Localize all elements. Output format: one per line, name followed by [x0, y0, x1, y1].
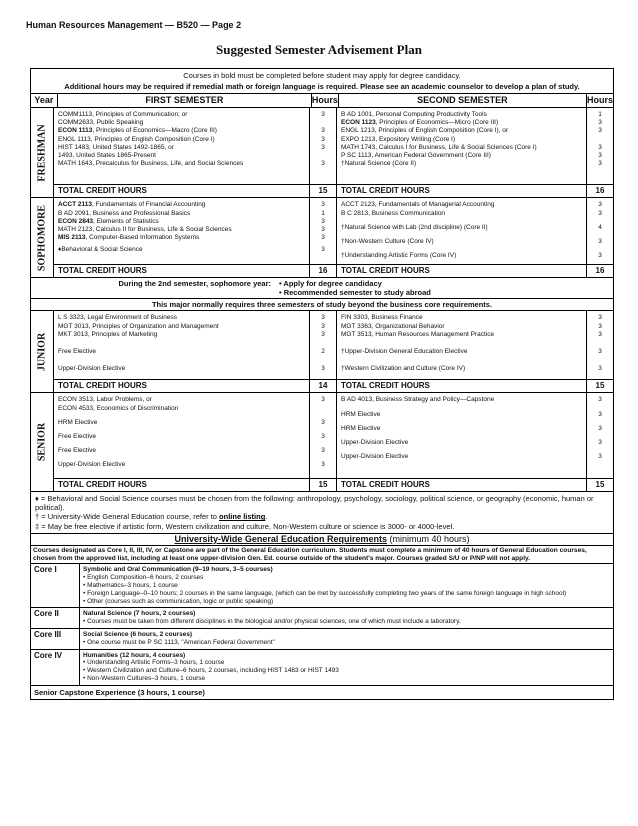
- course-list: [337, 198, 586, 264]
- hours-list: [309, 108, 337, 184]
- year-label: [31, 108, 54, 197]
- total-credit-row: [54, 184, 613, 197]
- course-hours: 3: [321, 226, 325, 234]
- course-hours: 3: [598, 453, 602, 461]
- course-line: Free Elective: [58, 433, 96, 441]
- course-line: ECON 4533, Economics of Discrimination: [58, 404, 179, 412]
- course-hours: 3: [321, 447, 325, 455]
- total-hours-2: 16: [586, 265, 613, 277]
- course-line: MATH 1643, Precalculus for Business, Life, and Social Sciences: [58, 160, 244, 168]
- total-hours-1: 15: [309, 479, 337, 491]
- course-line: MIS 2113, Computer-Based Information Systems: [58, 234, 200, 242]
- course-hours: 3: [598, 143, 602, 151]
- course-list: [337, 311, 586, 379]
- core-title: Symbolic and Oral Communication (9–19 hours, 3–5 courses): [83, 566, 273, 574]
- year-block-sophomore: [31, 198, 613, 278]
- spacer: [58, 373, 307, 377]
- course-line: ACCT 2113, Fundamentals of Financial Accounting: [58, 201, 206, 209]
- course-line: 1493, United States 1865-Present: [58, 152, 156, 160]
- gened-title: [31, 534, 613, 546]
- course-hours: 3: [598, 348, 602, 356]
- footnote-dagger-text: † = University-Wide General Education course, refer to: [35, 512, 220, 522]
- footnote-double-dagger: ‡ = May be free elective if artistic form, Western civilization and culture, Non-Western culture or science is 3000- or 4000-level.: [35, 521, 455, 531]
- first-semester-courses: [54, 198, 337, 264]
- course-hours: 1: [598, 111, 602, 118]
- col-second-semester: SECOND SEMESTER: [339, 94, 587, 107]
- core-item: • Non-Western Cultures–3 hours, 1 course: [83, 675, 206, 683]
- hours-list: [586, 108, 613, 184]
- course-line: ENGL 1213, Principles of English Composition (Core I), or: [341, 127, 509, 135]
- year-blocks: [31, 108, 613, 492]
- course-hours: [587, 136, 613, 144]
- course-line: L S 3323, Legal Environment of Business: [58, 314, 177, 322]
- course-line: ECON 1113, Principles of Economics—Macro (Core III): [58, 127, 217, 135]
- junior-note: This major normally requires three semesters of study beyond the business core requirements.: [31, 299, 613, 311]
- hours-list: [309, 311, 337, 379]
- course-line: ♦Behavioral & Social Science: [58, 246, 143, 254]
- footnotes: [31, 492, 613, 534]
- course-line: ECON 1123, Principles of Economics—Micro (Core III): [341, 119, 499, 127]
- total-label-2: TOTAL CREDIT HOURS: [341, 266, 430, 276]
- course-hours: 3: [598, 160, 602, 168]
- course-line: MGT 3363, Organizational Behavior: [341, 322, 445, 330]
- course-columns: [54, 393, 613, 477]
- course-hours: 3: [321, 217, 325, 225]
- core-body: [80, 564, 613, 607]
- total-hours-1: 14: [309, 380, 337, 392]
- sophomore-note: [31, 278, 613, 299]
- core-label: Core III: [31, 629, 80, 649]
- course-hours: 3: [598, 396, 602, 404]
- course-line: Upper-Division Elective: [341, 439, 409, 447]
- course-line: B AD 1001, Personal Computing Productivity Tools: [341, 111, 487, 118]
- year-block-senior: [31, 393, 613, 491]
- footnote-diamond: ♦ = Behavioral and Social Science courses must be chosen from the following: anthropology, psychology, sociology, political science, or geography (economic, human or political).: [35, 493, 594, 512]
- year-body: [54, 393, 613, 490]
- second-semester-courses: [337, 108, 613, 184]
- course-hours: 3: [598, 209, 602, 217]
- course-hours: 1: [321, 209, 325, 217]
- course-hours: 3: [321, 143, 325, 151]
- course-hours: 3: [598, 365, 602, 373]
- course-hours: 3: [598, 330, 602, 338]
- course-line: FIN 3303, Business Finance: [341, 314, 423, 322]
- year-label: [31, 198, 54, 277]
- course-hours: 3: [321, 322, 325, 330]
- hours-list: [309, 393, 337, 477]
- year-block-junior: [31, 311, 613, 393]
- course-hours: 3: [321, 314, 325, 322]
- hours-list: [586, 198, 613, 264]
- course-line: B AD 2091, Business and Professional Basics: [58, 209, 191, 217]
- note-line-2: Additional hours may be required if remedial math or foreign language is required. Please see an academic counselor to develop a plan of study.: [64, 82, 580, 91]
- spacer: [341, 373, 584, 377]
- course-columns: [54, 198, 613, 264]
- hours-list: [586, 393, 613, 477]
- course-hours: 3: [321, 234, 325, 242]
- column-headers: [31, 94, 613, 108]
- course-hours: 3: [321, 365, 325, 373]
- total-credit-row: [54, 264, 613, 277]
- course-hours: 3: [598, 314, 602, 322]
- core-title: Humanities (12 hours, 4 courses): [83, 651, 186, 659]
- course-list: [54, 311, 309, 379]
- total-label-2: TOTAL CREDIT HOURS: [341, 479, 430, 489]
- course-hours: 3: [321, 111, 325, 118]
- core-row-1: [31, 564, 613, 608]
- course-line: †Upper-Division General Education Elective: [341, 348, 468, 356]
- course-line: Free Elective: [58, 348, 96, 356]
- course-hours: 3: [321, 396, 325, 404]
- course-hours: 3: [598, 119, 602, 127]
- course-line: MATH 1743, Calculus I for Business, Life & Social Sciences (Core I): [341, 143, 537, 151]
- sophomore-note-lead: During the 2nd semester, sophomore year:: [118, 279, 271, 289]
- total-label-1: TOTAL CREDIT HOURS: [58, 266, 147, 276]
- course-list: [54, 393, 309, 477]
- gened-intro: Courses designated as Core I, II, III, IV, or Capstone are part of the General Education curriculum. Students must complete a minimum of 40 hours of General Education courses, chosen from the approved list, including at least one upper-division Gen. Ed. course outside of the student's major. Courses graded S/U or P/NP will not apply.: [31, 546, 613, 565]
- course-line: †Understanding Artistic Forms (Core IV): [341, 252, 457, 260]
- core-row-2: [31, 608, 613, 629]
- course-columns: [54, 311, 613, 379]
- core-item: • Understanding Artistic Forms–3 hours, 1 course: [83, 659, 225, 667]
- total-label-1: TOTAL CREDIT HOURS: [58, 381, 147, 391]
- total-hours-1: 15: [309, 185, 337, 197]
- course-line: HRM Elective: [341, 410, 381, 418]
- core-item: • Other (courses such as communication, logic or public speaking): [83, 597, 274, 605]
- note-line-1: Courses in bold must be completed before student may apply for degree candidacy.: [183, 71, 461, 80]
- course-line: HRM Elective: [341, 424, 381, 432]
- advisement-sheet: [30, 68, 614, 700]
- note-item-abroad: • Recommended semester to study abroad: [279, 288, 431, 298]
- core-body: [80, 608, 613, 628]
- course-hours: 3: [598, 201, 602, 209]
- course-line: †Non-Western Culture (Core IV): [341, 238, 434, 246]
- course-line: Upper-Division Elective: [58, 461, 126, 469]
- course-list: [337, 108, 586, 184]
- course-line: Free Elective: [58, 447, 96, 455]
- core-row-3: [31, 629, 613, 650]
- spacer: [58, 255, 307, 257]
- course-line: Upper-Division Elective: [341, 453, 409, 461]
- course-line: Upper-Division Elective: [58, 365, 126, 373]
- course-columns: [54, 108, 613, 184]
- footnote-dagger-end: .: [265, 512, 268, 522]
- note-item-candidacy: • Apply for degree candidacy: [279, 279, 382, 289]
- course-hours: [310, 405, 336, 413]
- core-label: Core IV: [31, 650, 80, 685]
- spacer: [58, 168, 307, 182]
- online-listing-link[interactable]: online listing: [219, 512, 266, 522]
- total-credit-row: [54, 478, 613, 491]
- total-credit-row: [54, 379, 613, 392]
- course-line: ENGL 1113, Principles of English Composition (Core I): [58, 135, 215, 143]
- course-hours: 3: [598, 152, 602, 159]
- spacer: [341, 461, 584, 467]
- course-line: †Natural Science with Lab (2nd discipline) (Core II): [341, 223, 488, 231]
- course-list: [54, 198, 309, 264]
- total-label-1: TOTAL CREDIT HOURS: [58, 479, 147, 489]
- year-body: [54, 311, 613, 392]
- course-hours: 3: [598, 410, 602, 418]
- course-hours: 3: [598, 439, 602, 447]
- page-header: Human Resources Management — B520 — Page 2: [26, 20, 242, 30]
- course-line: MATH 2123, Calculus II for Business, Life & Social Sciences: [58, 226, 232, 234]
- course-hours: 3: [321, 135, 325, 143]
- page-title: Suggested Semester Advisement Plan: [216, 42, 422, 57]
- core-body: [80, 650, 613, 685]
- core-row-4: [31, 650, 613, 686]
- course-line: B C 2813, Business Communication: [341, 209, 446, 217]
- year-label: [31, 311, 54, 392]
- course-hours: 3: [598, 322, 602, 330]
- core-list: [31, 564, 613, 685]
- core-title: Natural Science (7 hours, 2 courses): [83, 610, 196, 618]
- capstone-row: Senior Capstone Experience (3 hours, 1 course): [34, 687, 205, 697]
- course-hours: 3: [321, 127, 325, 135]
- col-first-semester: FIRST SEMESTER: [58, 94, 312, 107]
- course-hours: 3: [321, 201, 325, 209]
- course-line: B AD 4013, Business Strategy and Policy—Capstone: [341, 396, 495, 404]
- sophomore-note-items: [279, 279, 431, 297]
- gened-hours: (minimum 40 hours): [386, 533, 470, 544]
- course-hours: 3: [321, 330, 325, 338]
- course-hours: 3: [598, 424, 602, 432]
- total-label-2: TOTAL CREDIT HOURS: [341, 186, 430, 196]
- total-hours-2: 15: [586, 479, 613, 491]
- course-line: †Natural Science (Core II): [341, 160, 417, 168]
- course-line: †Western Civilization and Culture (Core IV): [341, 365, 466, 373]
- first-semester-courses: [54, 311, 337, 379]
- hours-list: [586, 311, 613, 379]
- year-label-text: SOPHOMORE: [36, 204, 48, 271]
- course-hours: 3: [598, 238, 602, 246]
- col-year: Year: [31, 94, 58, 107]
- col-hours-2: Hours: [587, 95, 614, 105]
- total-label-1: TOTAL CREDIT HOURS: [58, 186, 147, 196]
- core-title: Social Science (6 hours, 2 courses): [83, 631, 193, 639]
- core-item: • Western Civilization and Culture–6 hours, 2 courses, including HIST 1483 or HIST 1493: [83, 667, 339, 675]
- course-line: COMM2633, Public Speaking: [58, 119, 144, 127]
- course-hours: [310, 152, 336, 160]
- course-hours: [310, 119, 336, 127]
- spacer: [58, 470, 307, 476]
- second-semester-courses: [337, 311, 613, 379]
- second-semester-courses: [337, 198, 613, 264]
- core-item: • Mathematics–3 hours, 1 course: [83, 582, 178, 590]
- year-label-text: FRESHMAN: [36, 124, 48, 182]
- total-hours-2: 15: [586, 380, 613, 392]
- course-hours: 3: [321, 160, 325, 168]
- course-line: HRM Elective: [58, 418, 98, 426]
- core-body: [80, 629, 613, 649]
- total-hours-2: 16: [586, 185, 613, 197]
- core-item: • English Composition–6 hours, 2 courses: [83, 574, 204, 582]
- course-line: P SC 1113, American Federal Government (Core III): [341, 152, 491, 160]
- year-block-freshman: [31, 108, 613, 198]
- hours-list: [309, 198, 337, 264]
- year-body: [54, 198, 613, 277]
- course-hours: 3: [321, 461, 325, 469]
- course-line: COMM1113, Principles of Communication; or: [58, 111, 188, 118]
- course-line: ECON 3513, Labor Problems, or: [58, 396, 152, 404]
- course-list: [54, 108, 309, 184]
- core-item: • Foreign Language–0–10 hours; 2 courses in the same language, (which can be met by successfully completing two years of the same foreign language in high school): [83, 589, 567, 597]
- core-label: Core II: [31, 608, 80, 628]
- course-hours: 3: [321, 433, 325, 441]
- course-hours: 2: [321, 348, 325, 356]
- year-label-text: SENIOR: [36, 422, 48, 462]
- year-label-text: JUNIOR: [36, 332, 48, 372]
- course-hours: 3: [321, 246, 325, 254]
- spacer: [341, 168, 584, 182]
- gened-title-text: University-Wide General Education Requirements: [174, 533, 387, 544]
- year-body: [54, 108, 613, 197]
- course-hours: 3: [598, 127, 602, 135]
- course-line: ECON 2843, Elements of Statistics: [58, 217, 159, 225]
- instructions-note: [31, 69, 613, 94]
- course-line: EXPO 1213, Expository Writing (Core I): [341, 135, 456, 143]
- year-label: [31, 393, 54, 490]
- total-hours-1: 16: [309, 265, 337, 277]
- course-line: MKT 3013, Principles of Marketing: [58, 330, 158, 338]
- col-hours-1: Hours: [311, 95, 338, 105]
- course-hours: 3: [598, 252, 602, 260]
- footnote-dagger: [35, 512, 609, 521]
- second-semester-courses: [337, 393, 613, 477]
- course-line: MGT 3013, Principles of Organization and Management: [58, 322, 219, 330]
- course-hours: 4: [598, 223, 602, 231]
- first-semester-courses: [54, 108, 337, 184]
- course-hours: 3: [321, 418, 325, 426]
- core-item: • One course must be P SC 1113, "American Federal Government": [83, 638, 275, 646]
- first-semester-courses: [54, 393, 337, 477]
- course-line: MGT 3513, Human Resources Management Practice: [341, 330, 495, 338]
- total-label-2: TOTAL CREDIT HOURS: [341, 381, 430, 391]
- course-line: HIST 1483, United States 1492-1865, or: [58, 143, 174, 151]
- spacer: [341, 260, 584, 262]
- core-label: Core I: [31, 564, 80, 607]
- course-line: ACCT 2123, Fundamentals of Managerial Accounting: [341, 201, 495, 209]
- course-list: [337, 393, 586, 477]
- core-item: • Courses must be taken from different disciplines in the biological and/or physical sciences, one of which must include a laboratory.: [83, 618, 461, 626]
